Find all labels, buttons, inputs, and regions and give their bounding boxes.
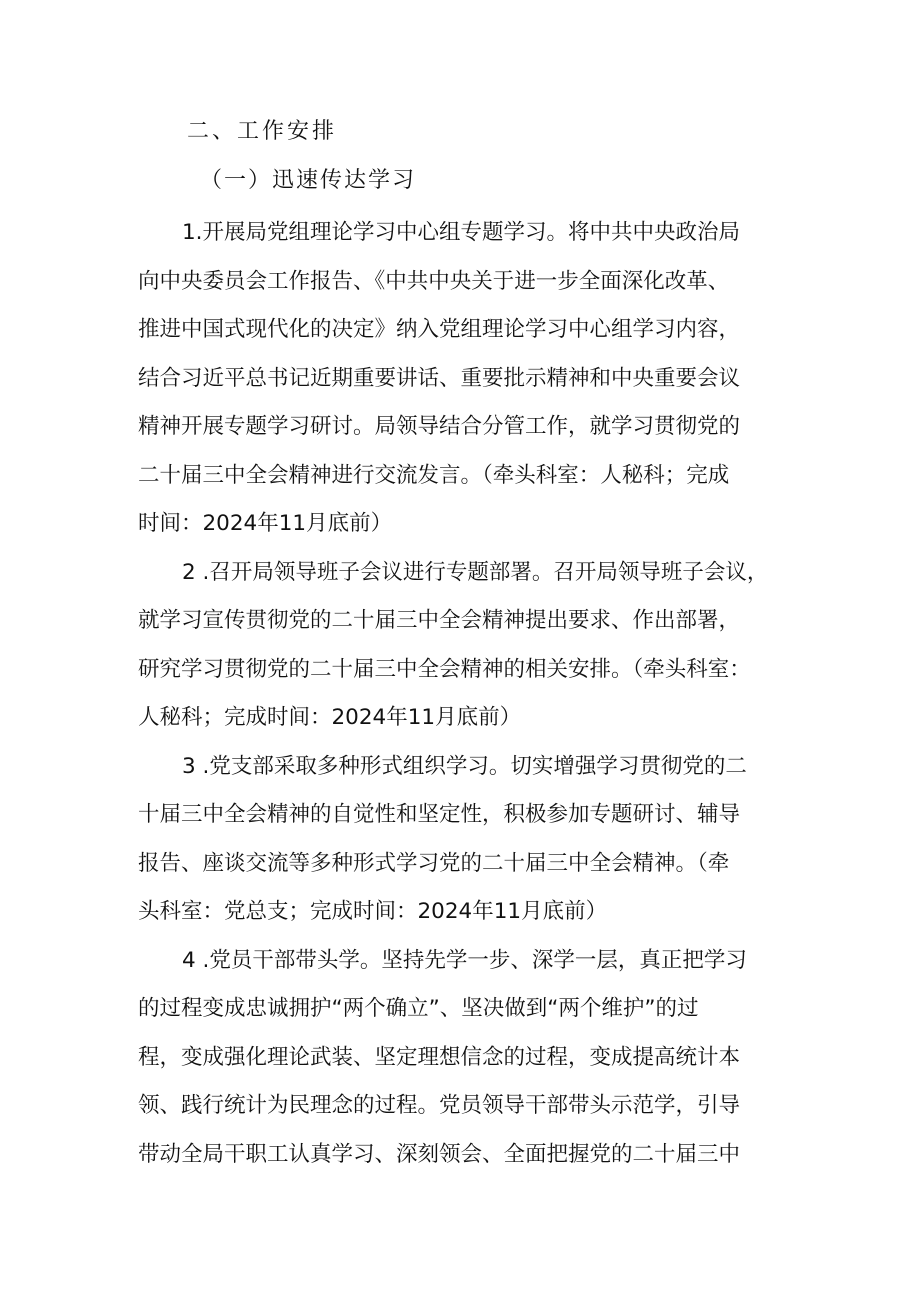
body-text [138,209,798,1179]
text-line: 结合习近平总书记近期重要讲话、重要批示精神和中央重要会议 [138,365,741,391]
text-line: 3 .党支部采取多种形式组织学习。切实增强学习贯彻党的二 [182,753,747,779]
text-line: 就学习宣传贯彻党的二十届三中全会精神提出要求、作出部署， [138,608,741,633]
text-line: 带动全局干职工认真学习、深刻领会、全面把握党的二十届三中 [138,1141,741,1167]
text-line: 领、践行统计为民理念的过程。党员领导干部带头示范学，引导 [138,1093,741,1118]
text-line: 研究学习贯彻党的二十届三中全会精神的相关安排。（牵头科室： [138,656,751,682]
section-heading: 二、工作安排 [187,119,338,144]
text-line: 头科室：党总支；完成时间：2024年11月底前） [138,899,608,924]
text-line: 程，变成强化理论武装、坚定理想信念的过程，变成提高统计本 [138,1044,741,1070]
text-line: 2 .召开局领导班子会议进行专题部署。召开局领导班子会议， [182,559,769,585]
text-line: 二十届三中全会精神进行交流发言。（牵头科室：人秘科；完成 [138,462,730,488]
text-line: 时间：2024年11月底前） [138,511,393,536]
text-line: 十届三中全会精神的自觉性和坚定性，积极参加专题研讨、辅导 [138,802,741,827]
text-line: 向中央委员会工作报告、《中共中央关于进一步全面深化改革、 [138,268,730,294]
text-line: 报告、座谈交流等多种形式学习党的二十届三中全会精神。（牵 [138,850,730,876]
text-line: 的过程变成忠诚拥护“两个确立”、坚决做到“两个维护”的过 [138,996,699,1021]
text-line: 4 .党员干部带头学。坚持先学一步、深学一层，真正把学习 [182,947,747,973]
text-line: 精神开展专题学习研讨。局领导结合分管工作，就学习贯彻党的 [138,414,741,439]
sub-heading: （一）迅速传达学习 [200,168,417,193]
text-line: 1.开展局党组理论学习中心组专题学习。将中共中央政治局 [182,220,741,245]
text-line: 推进中国式现代化的决定》纳入党组理论学习中心组学习内容， [138,317,741,342]
text-line: 人秘科；完成时间：2024年11月底前） [138,705,522,730]
